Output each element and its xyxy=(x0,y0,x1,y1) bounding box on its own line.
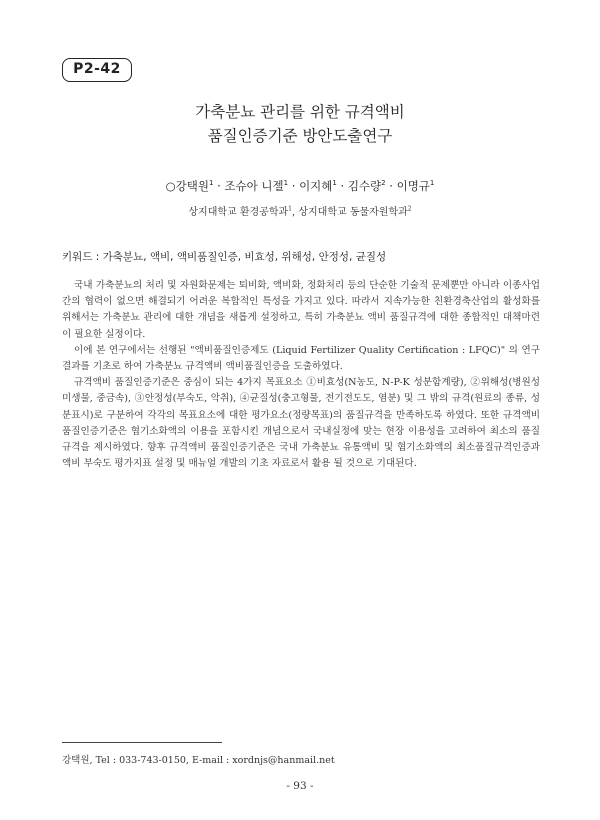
poster-number-badge: P2-42 xyxy=(62,58,132,82)
author-separator: · xyxy=(288,179,300,193)
footnote-divider xyxy=(62,742,222,743)
author-separator: · xyxy=(336,179,348,193)
author-separator: · xyxy=(213,179,225,193)
page-number: - 93 - xyxy=(286,780,314,792)
paper-title-line-2: 품질인증기준 방안도출연구 xyxy=(207,127,393,145)
paragraph: 이에 본 연구에서는 선행된 "액비품질인증제도 (Liquid Fertilizer Quality Certification : LFQC)" 의 연구결과를 기초로 하여 가축분뇨 규격액비 액비품질인증을 도출하였다. xyxy=(62,344,540,373)
author: 조슈아 니젤$^1$ xyxy=(224,179,289,193)
author: 이지혜$^1$ xyxy=(299,179,337,193)
author-list xyxy=(0,178,600,194)
keywords: 키워드 : 가축분뇨, 액비, 액비품질인증, 비효성, 위해성, 안정성, 균질성 xyxy=(62,251,387,263)
affiliation-list xyxy=(0,203,600,218)
affiliation: 상지대학교 환경공학과$^1$ xyxy=(188,205,292,218)
affiliation: 상지대학교 동물자원학과$^2$ xyxy=(298,205,412,218)
paragraph: 국내 가축분뇨의 처리 및 자원화문제는 퇴비화, 액비화, 정화처리 등의 단순한 기술적 문제뿐만 아니라 이종사업간의 협력이 없으면 해결되기 어려운 복합적인 특성을 가지고 있다. 따라서 지속가능한 친환경축산업의 활성화를 위해서는 가축분뇨 관리에 대한 개념을 새롭게 설정하고, 특히 가축분뇨 액비 품질규격에 대한 종합적인 대책마련이 필요한 실정이다. xyxy=(62,280,540,340)
affiliation-separator: , xyxy=(291,207,299,218)
paragraph: 규격액비 품질인증기준은 중심이 되는 4가지 목표요소 ①비효성(N농도, N-P-K 성분함계량), ②위해성(병원성미생물, 중금속), ③안정성(부숙도, 악취), ④균질성(충고형물, 전기전도도, 염분) 및 그 밖의 규격(원료의 종류, 성분표시)로 구분하여 각각의 목표요소에 대한 평가요소(정량목표)의 품질규격을 만족하도록 하였다. 또한 규격액비 품질인증기준은 협기소화액의 이용을 포함시킨 개념으로서 국내실정에 맞는 현장 이용성을 고려하여 최소의 품질규격을 제시하였다. 향후 규격액비 품질인증기준은 국내 가축분뇨 유통액비 및 혐기소화액의 최소품질규격인증과 액비 부숙도 평가지표 설정 및 매뉴얼 개발의 기초 자료로서 활용 될 것으로 기대된다. xyxy=(62,377,540,470)
footnote-contact: 강택원, Tel : 033-743-0150, E-mail : xordnjs@hanmail.net xyxy=(62,755,335,766)
author-separator: · xyxy=(385,179,397,193)
author: 김수량$^2$ xyxy=(347,179,386,193)
author: ○강택원$^1$ xyxy=(165,179,214,193)
author: 이명규$^1$ xyxy=(396,179,435,193)
abstract-body xyxy=(62,278,540,472)
paper-title-line-1: 가축분뇨 관리를 위한 규격액비 xyxy=(195,103,405,121)
